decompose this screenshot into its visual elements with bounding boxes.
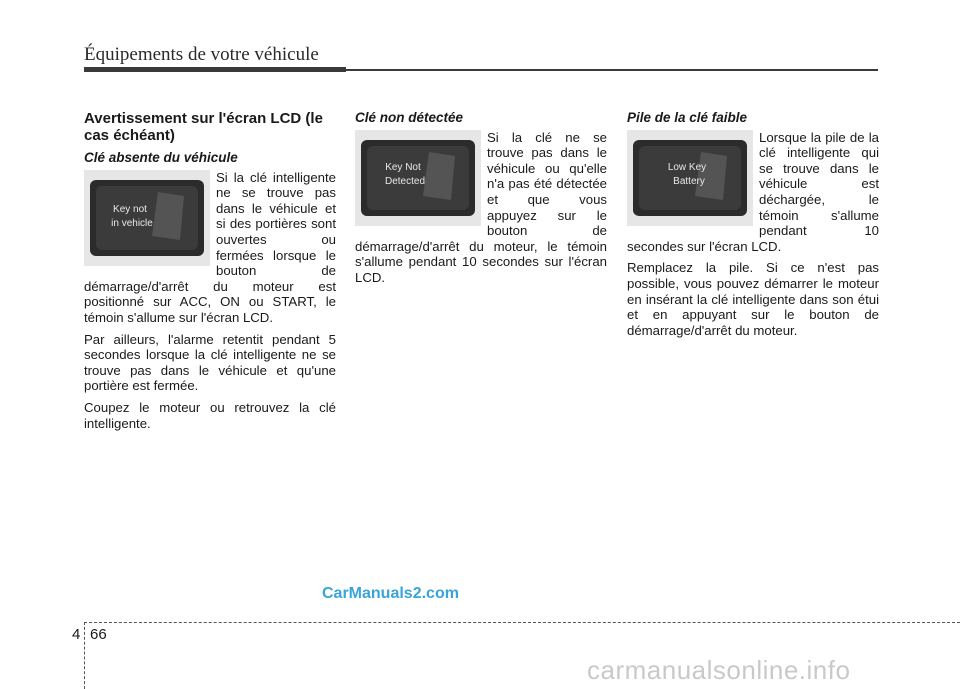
subtitle-low-key-battery: Pile de la clé faible: [627, 110, 748, 125]
section-title: Avertissement sur l'écran LCD (le cas échéant): [84, 110, 323, 144]
page-number: 66: [90, 626, 107, 643]
paragraph: Coupez le moteur ou retrouvez la clé intelligente.: [84, 399, 336, 431]
lcd-figure-key-not-in-vehicle: [84, 170, 210, 266]
lcd-figure-low-key-battery: [627, 130, 753, 226]
paragraph: Si la clé intelligente ne se trouve pas dans le véhicule et si des portières sont ouvertes ou fermées lorsque le bouton de démarrage/d'arrêt du moteur est positionné sur ACC, ON ou START, le témoin s'allume sur l'écran LCD.: [84, 169, 336, 325]
header-rule-thin: [346, 69, 878, 71]
lcd-display-icon: [359, 138, 477, 218]
lcd-text-line-1: Key not: [113, 203, 147, 215]
footer-rule: [84, 622, 960, 623]
header-rule-thick: [84, 67, 346, 72]
page-header-title: Équipements de votre véhicule: [84, 44, 319, 65]
lcd-text-line-1: Key Not: [385, 161, 421, 173]
lcd-text-line-2: Detected: [384, 175, 426, 187]
footer-vertical-rule: [84, 622, 85, 689]
lcd-display-icon: [631, 138, 749, 218]
lcd-figure-key-not-detected: [355, 130, 481, 226]
paragraph: Par ailleurs, l'alarme retentit pendant 5 secondes lorsque la clé intelligente ne se trouve pas dans le véhicule et qu'une portière est fermée.: [84, 331, 336, 394]
column-2: [355, 110, 607, 292]
lcd-text-line-1: Low Key: [667, 161, 707, 173]
lcd-text-line-2: Battery: [673, 175, 705, 187]
lcd-display-icon: [88, 178, 206, 258]
lcd-text-line-2: in vehicle: [111, 217, 153, 229]
paragraph: Remplacez la pile. Si ce n'est pas possible, vous pouvez démarrer le moteur en insérant la clé intelligente dans son étui et en appuyant sur le bouton de démarrage/d'arrêt du moteur.: [627, 260, 879, 338]
column-3: [627, 110, 879, 344]
watermark-bottom: carmanualsonline.info: [587, 655, 851, 685]
subtitle-key-not-detected: Clé non détectée: [355, 110, 464, 125]
paragraph: Lorsque la pile de la clé intelligente qui se trouve dans le véhicule est déchargée, le témoin s'allume pendant 10 secondes sur l'écran LCD.: [627, 129, 879, 254]
chapter-number: 4: [72, 626, 81, 643]
paragraph: Si la clé ne se trouve pas dans le véhicule ou qu'elle n'a pas été détectée et que vous appuyez sur le bouton de démarrage/d'arrêt du moteur, le témoin s'allume pendant 10 secondes sur l'écran LCD.: [355, 129, 607, 285]
watermark-link-top[interactable]: CarManuals2.com: [322, 585, 459, 602]
column-1: [84, 110, 336, 437]
subtitle-key-not-in-vehicle: Clé absente du véhicule: [84, 150, 238, 165]
